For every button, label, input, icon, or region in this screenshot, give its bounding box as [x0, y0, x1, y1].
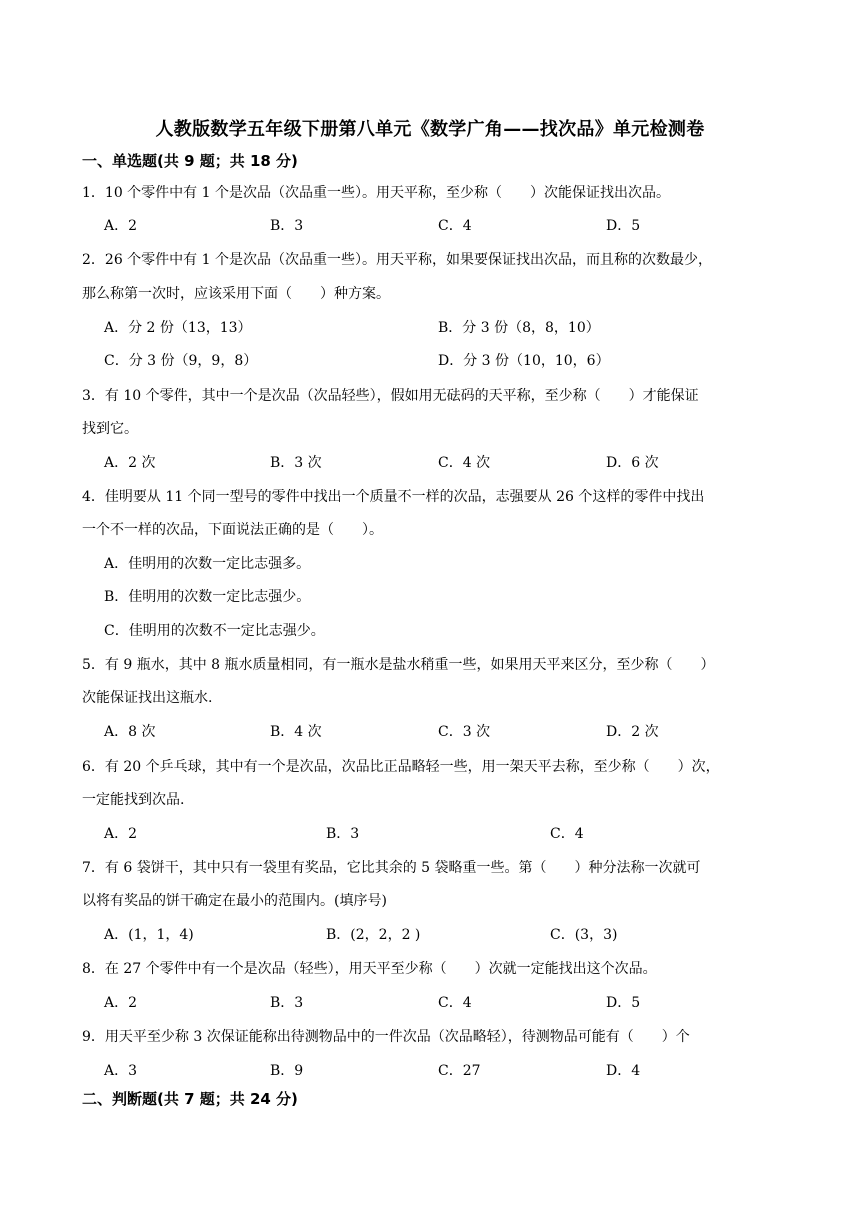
question-7-text-line-1: 7．有 6 袋饼干，其中只有一袋里有奖品，它比其余的 5 袋略重一些。第（ ）种分法称一次就可: [82, 860, 701, 876]
document-title: 人教版数学五年级下册第八单元《数学广角——找次品》单元检测卷: [155, 119, 705, 140]
question-5-text-line-2: 次能保证找出这瓶水.: [82, 690, 213, 706]
question-8-option-c: C．4: [438, 995, 472, 1011]
question-9-option-c: C．27: [438, 1063, 481, 1079]
question-5-option-c: C．3 次: [438, 724, 491, 740]
question-9-option-a: A．3: [104, 1063, 138, 1079]
question-3-option-d: D．6 次: [606, 455, 659, 471]
question-5-option-d: D．2 次: [606, 724, 659, 740]
question-3-option-b: B．3 次: [270, 455, 322, 471]
question-1-option-b: B．3: [270, 218, 304, 234]
question-5-option-a: A．8 次: [104, 724, 156, 740]
question-3-option-c: C．4 次: [438, 455, 491, 471]
question-6-option-a: A．2: [104, 826, 138, 842]
question-9-option-d: D．4: [606, 1063, 641, 1079]
question-8-option-d: D．5: [606, 995, 641, 1011]
question-7-option-b: B．(2，2，2 ): [326, 927, 421, 943]
question-4-text-line-2: 一个不一样的次品，下面说法正确的是（ ）。: [82, 522, 383, 538]
question-5-text-line-1: 5．有 9 瓶水，其中 8 瓶水质量相同，有一瓶水是盐水稍重一些，如果用天平来区分，至少称（ ）: [82, 657, 715, 673]
section-heading-true-false: 二、判断题(共 7 题；共 24 分): [82, 1090, 298, 1108]
question-7-option-a: A．(1，1，4): [104, 927, 194, 943]
question-2-text-line-2: 那么称第一次时，应该采用下面（ ）种方案。: [82, 286, 390, 302]
question-4-option-c: C．佳明用的次数不一定比志强少。: [104, 623, 325, 639]
question-5-option-b: B．4 次: [270, 724, 322, 740]
question-1-text: 1．10 个零件中有 1 个是次品（次品重一些）。用天平称，至少称（ ）次能保证找出次品。: [82, 185, 670, 201]
question-6-text-line-2: 一定能找到次品.: [82, 792, 185, 808]
question-4-text-line-1: 4．佳明要从 11 个同一型号的零件中找出一个质量不一样的次品，志强要从 26 个这样的零件中找出: [82, 489, 705, 505]
question-7-text-line-2: 以将有奖品的饼干确定在最小的范围内。(填序号): [82, 893, 387, 909]
question-8-text: 8．在 27 个零件中有一个是次品（轻些），用天平至少称（ ）次就一定能找出这个次品。: [82, 961, 657, 977]
section-heading-single-choice: 一、单选题(共 9 题；共 18 分): [82, 152, 298, 170]
question-2-option-d: D．分 3 份（10，10，6）: [438, 353, 610, 369]
question-3-text-line-2: 找到它。: [82, 421, 138, 437]
question-7-option-c: C．(3，3): [550, 927, 618, 943]
question-9-option-b: B．9: [270, 1063, 304, 1079]
question-2-option-b: B．分 3 份（8，8，10）: [438, 320, 600, 336]
question-1-option-a: A．2: [104, 218, 138, 234]
question-8-option-a: A．2: [104, 995, 138, 1011]
question-4-option-a: A．佳明用的次数一定比志强多。: [104, 556, 311, 572]
question-9-text: 9．用天平至少称 3 次保证能称出待测物品中的一件次品（次品略轻），待测物品可能有（ ）个: [82, 1029, 690, 1045]
question-2-text-line-1: 2．26 个零件中有 1 个是次品（次品重一些）。用天平称，如果要保证找出次品，而且称的次数最少，: [82, 252, 712, 268]
question-1-option-d: D．5: [606, 218, 641, 234]
question-6-text-line-1: 6．有 20 个乒乓球，其中有一个是次品，次品比正品略轻一些，用一架天平去称，至少称（ ）次，: [82, 759, 720, 775]
question-8-option-b: B．3: [270, 995, 304, 1011]
question-1-option-c: C．4: [438, 218, 472, 234]
question-3-text-line-1: 3．有 10 个零件，其中一个是次品（次品轻些），假如用无砝码的天平称，至少称（ ）才能保证: [82, 388, 699, 404]
question-6-option-c: C．4: [550, 826, 584, 842]
question-3-option-a: A．2 次: [104, 455, 156, 471]
question-4-option-b: B．佳明用的次数一定比志强少。: [104, 589, 311, 605]
question-6-option-b: B．3: [326, 826, 360, 842]
question-2-option-a: A．分 2 份（13，13）: [104, 320, 252, 336]
question-2-option-c: C．分 3 份（9，9，8）: [104, 353, 258, 369]
